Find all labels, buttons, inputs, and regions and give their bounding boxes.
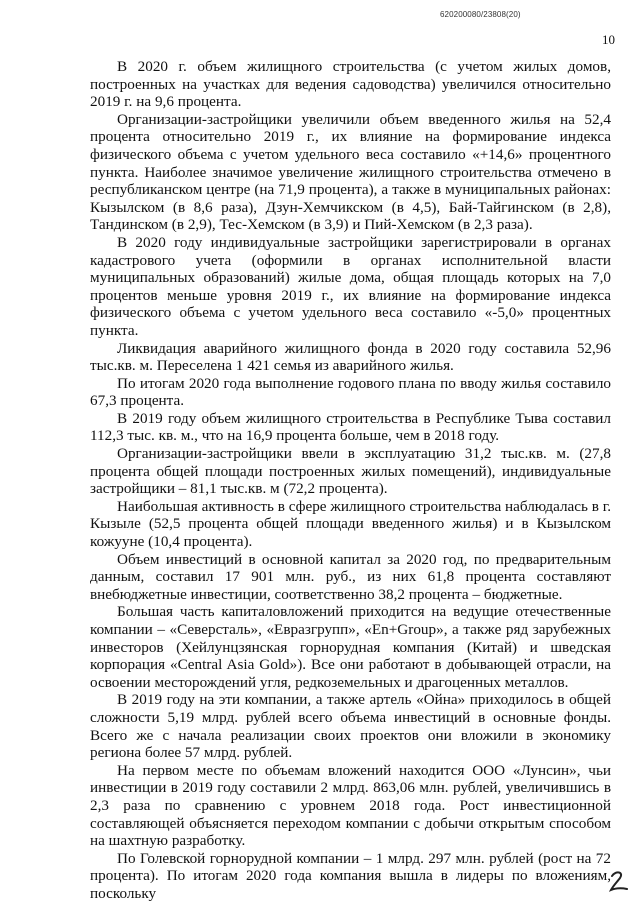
handwritten-mark-icon: [608, 868, 630, 894]
document-body: [90, 58, 611, 903]
paragraph-housing-2020: В 2020 г. объем жилищного строительства (с учетом жилых домов, построенных на участках для ведения садоводства) увеличился относительно 2019 г. на 9,6 процента.: [90, 58, 611, 111]
paragraph-golevskaya: По Голевской горнорудной компании – 1 млрд. 297 млн. рублей (рост на 72 процента). По итогам 2020 года компания вышла в лидеры по вложениям, поскольку: [90, 849, 611, 902]
paragraph-investment-2020: Объем инвестиций в основной капитал за 2020 год, по предварительным данным, составил 17 901 млн. руб., из них 61,8 процента составляют внебюджетные инвестиции, соответственно 38,2 процента – бюджетные.: [90, 550, 611, 603]
paragraph-lunsin: На первом месте по объемам вложений находится ООО «Лунсин», чьи инвестиции в 2019 году составили 2 млрд. 863,06 млн. рублей, увеличившись в 2,3 раза по сравнению с уровнем 2018 года. Рост инвестиционной составляющей объясняется переходом компании с добычи открытым способом на шахтную разработку.: [90, 761, 611, 850]
paragraph-developers-2020: Организации-застройщики увеличили объем введенного жилья на 52,4 процента относительно 2019 г., их влияние на формирование индекса физического объема с учетом удельного веса составило «+14,6» процентного пункта. Наиболее значимое увеличение жилищного строительства отмечено в республиканском центре (на 71,9 процента), а также в муниципальных районах: Кызылском (в 8,6 раза), Дзун-Хемчикском (в 4,5), Бай-Тайгинском (в 2,8), Тандинском (в 2,9), Тес-Хемском (в 3,9) и Пий-Хемском (в 2,3 раза).: [90, 110, 611, 234]
paragraph-developers-2019: Организации-застройщики ввели в эксплуатацию 31,2 тыс.кв. м. (27,8 процента общей площади построенных жилых помещений), индивидуальные застройщики – 81,1 тыс.кв. м (72,2 процента).: [90, 445, 611, 498]
paragraph-emergency-housing: Ликвидация аварийного жилищного фонда в 2020 году составила 52,96 тыс.кв. м. Переселена 1 421 семья из аварийного жилья.: [90, 339, 611, 375]
paragraph-investors: Большая часть капиталовложений приходится на ведущие отечественные компании – «Северсталь», «Евразгрупп», «En+Group», а также ряд зарубежных инвесторов (Хейлунцзянская горнорудная компания (Китай) и шведская корпорация «Central Asia Gold»). Все они работают в добывающей отрасли, на освоении месторождений угля, редкоземельных и драгоценных металлов.: [90, 603, 611, 691]
page-number: 10: [602, 32, 615, 47]
paragraph-companies-2019: В 2019 году на эти компании, а также артель «Ойна» приходилось в общей сложности 5,19 млрд. рублей всего объема инвестиций в основные фонды. Всего же с начала реализации своих проектов они вложили в экономику региона более 57 млрд. рублей.: [90, 691, 611, 762]
document-code: 620200080/23808(20): [440, 10, 521, 19]
paragraph-individual-builders-2020: В 2020 году индивидуальные застройщики зарегистрировали в органах кадастрового учета (оформили в органах исполнительной власти муниципальных образований) жилые дома, общая площадь которых на 7,0 процентов меньше уровня 2019 г., их влияние на формирование индекса физического объема с учетом удельного веса составило «-5,0» процентных пункта.: [90, 233, 611, 339]
paragraph-activity-kyzyl: Наибольшая активность в сфере жилищного строительства наблюдалась в г. Кызыле (52,5 процента общей площади введенного жилья) и в Кызылском кожууне (10,4 процента).: [90, 497, 612, 551]
paragraph-annual-plan: По итогам 2020 года выполнение годового плана по вводу жилья составило 67,3 процента.: [90, 374, 611, 410]
paragraph-housing-2019: В 2019 году объем жилищного строительства в Республике Тыва составил 112,3 тыс. кв. м., что на 16,9 процента больше, чем в 2018 году.: [90, 409, 611, 445]
